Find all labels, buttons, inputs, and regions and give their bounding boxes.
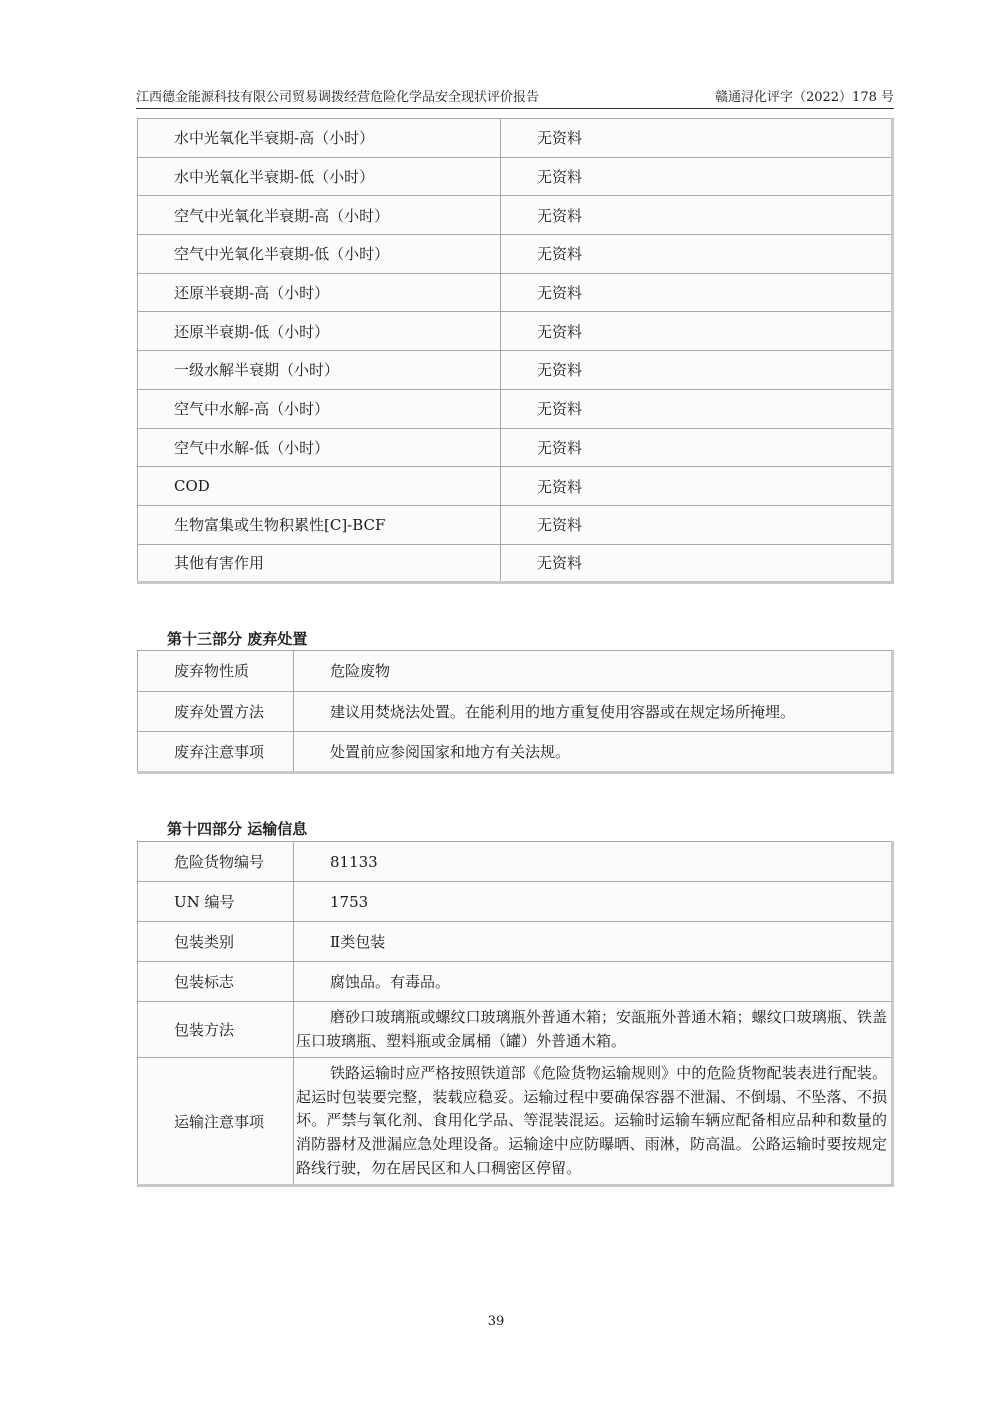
row-value: 无资料 <box>501 544 893 583</box>
row-label: 生物富集或生物积累性[C]-BCF <box>138 505 501 544</box>
row-label: 空气中水解-高（小时） <box>138 389 501 428</box>
transport-table <box>137 841 894 1187</box>
table-row <box>138 119 893 158</box>
section-13-title: 第十三部分 废弃处置 <box>167 630 308 648</box>
row-value: 无资料 <box>501 505 893 544</box>
table-row <box>138 544 893 583</box>
row-label: 空气中光氧化半衰期-低（小时） <box>138 235 501 274</box>
disposal-table <box>137 650 894 774</box>
page-number: 39 <box>487 1314 505 1329</box>
row-label: 废弃处置方法 <box>138 691 294 732</box>
row-label: 包装方法 <box>138 1002 294 1058</box>
row-value: 危险废物 <box>294 651 893 692</box>
table-row <box>138 882 893 922</box>
table-row <box>138 273 893 312</box>
row-label: 废弃物性质 <box>138 651 294 692</box>
row-value: 腐蚀品。有毒品。 <box>294 962 893 1002</box>
table-row <box>138 351 893 390</box>
table-row <box>138 312 893 351</box>
row-value: 无资料 <box>501 428 893 467</box>
table-row <box>138 1002 893 1058</box>
row-value: 建议用焚烧法处置。在能利用的地方重复使用容器或在规定场所掩埋。 <box>294 691 893 732</box>
table-row <box>138 1058 893 1186</box>
row-value: 无资料 <box>501 351 893 390</box>
row-label: 运输注意事项 <box>138 1058 294 1186</box>
row-value: 无资料 <box>501 196 893 235</box>
ecology-table <box>137 118 894 584</box>
row-value: 磨砂口玻璃瓶或螺纹口玻璃瓶外普通木箱；安瓿瓶外普通木箱；螺纹口玻璃瓶、铁盖压口玻璃瓶、塑料瓶或金属桶（罐）外普通木箱。 <box>294 1002 893 1058</box>
row-label: UN 编号 <box>138 882 294 922</box>
row-value: 无资料 <box>501 467 893 506</box>
row-value: 81133 <box>294 842 893 882</box>
table-row <box>138 732 893 773</box>
table-row <box>138 467 893 506</box>
header-report-number: 赣通浔化评字（2022）178 号 <box>714 90 894 105</box>
row-label: 其他有害作用 <box>138 544 501 583</box>
table-row <box>138 157 893 196</box>
row-value: Ⅱ类包装 <box>294 922 893 962</box>
table-row <box>138 842 893 882</box>
row-label: 包装标志 <box>138 962 294 1002</box>
row-label: 还原半衰期-低（小时） <box>138 312 501 351</box>
section-14-title: 第十四部分 运输信息 <box>167 820 308 838</box>
table-row <box>138 651 893 692</box>
table-row <box>138 505 893 544</box>
row-label: 危险货物编号 <box>138 842 294 882</box>
table-row <box>138 235 893 274</box>
row-label: COD <box>138 467 501 506</box>
row-label: 还原半衰期-高（小时） <box>138 273 501 312</box>
table-row <box>138 691 893 732</box>
row-label: 包装类别 <box>138 922 294 962</box>
row-label: 空气中水解-低（小时） <box>138 428 501 467</box>
row-value: 处置前应参阅国家和地方有关法规。 <box>294 732 893 773</box>
row-label: 一级水解半衰期（小时） <box>138 351 501 390</box>
row-value: 无资料 <box>501 157 893 196</box>
row-label: 废弃注意事项 <box>138 732 294 773</box>
table-row <box>138 962 893 1002</box>
row-label: 水中光氧化半衰期-高（小时） <box>138 119 501 158</box>
table-row <box>138 196 893 235</box>
row-value: 无资料 <box>501 312 893 351</box>
row-value: 无资料 <box>501 119 893 158</box>
table-row <box>138 389 893 428</box>
table-row <box>138 428 893 467</box>
row-label: 空气中光氧化半衰期-高（小时） <box>138 196 501 235</box>
row-value: 无资料 <box>501 235 893 274</box>
row-value: 无资料 <box>501 389 893 428</box>
row-value: 1753 <box>294 882 893 922</box>
table-row <box>138 922 893 962</box>
row-value: 铁路运输时应严格按照铁道部《危险货物运输规则》中的危险货物配装表进行配装。起运时包装要完整，装载应稳妥。运输过程中要确保容器不泄漏、不倒塌、不坠落、不损坏。严禁与氧化剂、食用化学品、等混装混运。运输时运输车辆应配备相应品种和数量的消防器材及泄漏应急处理设备。运输途中应防曝晒、雨淋，防高温。公路运输时要按规定路线行驶，勿在居民区和人口稠密区停留。 <box>294 1058 893 1186</box>
row-label: 水中光氧化半衰期-低（小时） <box>138 157 501 196</box>
header-report-title: 江西德金能源科技有限公司贸易调拨经营危险化学品安全现状评价报告 <box>136 90 540 105</box>
page-header <box>136 88 894 109</box>
row-value: 无资料 <box>501 273 893 312</box>
